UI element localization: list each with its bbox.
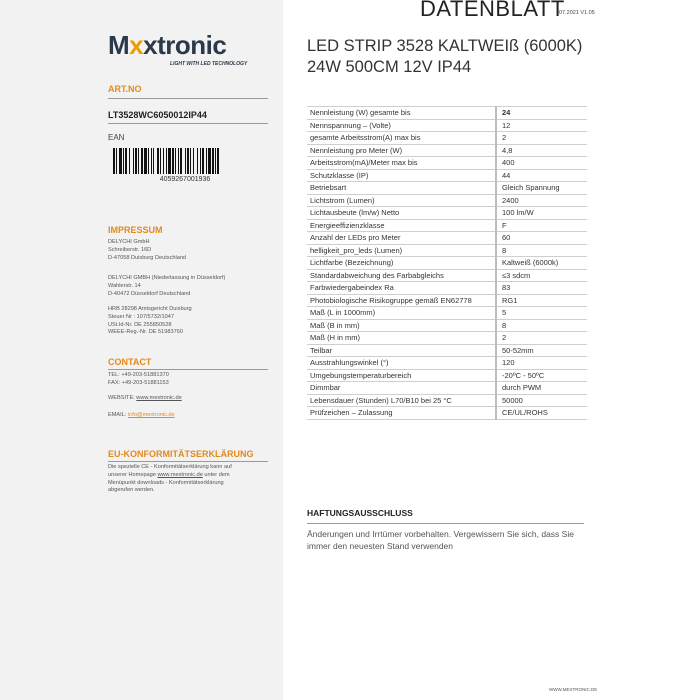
spec-label: Arbeitsstrom(mA)/Meter max bis [307,157,496,170]
spec-value: 60 [496,232,587,245]
spec-label: Nennspannung – (Volte) [307,119,496,132]
disclaimer-text: Änderungen und Irrtümer vorbehalten. Vergewissern Sie sich, dass Sie immer den neuesten Stand verwenden [307,529,574,551]
spec-row [307,132,587,145]
spec-row [307,382,587,395]
spec-value: 8 [496,319,587,332]
spec-value: 5 [496,307,587,320]
impressum-line: Wahlerstr. 14 [108,282,141,289]
website-link[interactable]: www.mextronic.de [136,395,182,401]
spec-label: helligkeit_pro_leds (Lumen) [307,244,496,257]
ean-label: EAN [108,133,125,142]
spec-row [307,394,587,407]
impressum-line: Schreiberstr. 16D [108,246,152,253]
barcode-icon [113,148,257,174]
spec-row [307,282,587,295]
company-logo [108,30,258,70]
impressum-address-1 [108,239,186,262]
spec-label: Ausstrahlungswinkel (°) [307,357,496,370]
logo-wordmark-first: M [108,30,130,60]
spec-row [307,169,587,182]
artno-heading: ART.NO [108,84,142,94]
spec-label: Maß (L in 1000mm) [307,307,496,320]
sidebar [0,0,283,700]
spec-value: F [496,219,587,232]
spec-value: 8 [496,244,587,257]
spec-value: 50000 [496,394,587,407]
impressum-line: Steuer Nr : 107/5732/1047 [108,313,174,320]
impressum-heading: IMPRESSUM [108,225,163,235]
spec-row [307,219,587,232]
spec-row [307,407,587,420]
ean-number: 4059267001936 [159,176,211,183]
eu-conformity-heading: EU-KONFORMITÄTSERKLÄRUNG [108,449,254,459]
spec-row [307,182,587,195]
spec-value: 2 [496,332,587,345]
spec-row [307,344,587,357]
eu-divider [108,461,268,462]
spec-value: 50-52mm [496,344,587,357]
logo-wordmark [108,30,226,61]
spec-label: Standardabweichung des Farbabgleichs [307,269,496,282]
impressum-line: USt.Id-Nr. DE 255850528 [108,321,172,328]
spec-label: Farbwiedergabeindex Ra [307,282,496,295]
spec-row [307,332,587,345]
spec-row [307,307,587,320]
product-title-line: LED STRIP 3528 KALTWEIß (6000K) [307,37,583,55]
impressum-line: DELYCHI GmbH [108,239,150,245]
spec-label: Lebensdauer (Stunden) L70/B10 bei 25 °C [307,394,496,407]
spec-value: ≤3 sdcm [496,269,587,282]
article-number: LT3528WC6050012IP44 [108,110,207,120]
spec-value: 4,8 [496,144,587,157]
spec-row [307,269,587,282]
spec-value: CE/UL/ROHS [496,407,587,420]
spec-row [307,319,587,332]
document-title: DATENBLATT [420,0,565,21]
logo-wordmark-rest: xtronic [143,30,227,60]
disclaimer-divider [307,523,584,524]
contact-line: FAX: +49-203-51881153 [108,379,169,386]
spec-label: Maß (B in mm) [307,319,496,332]
spec-row [307,144,587,157]
artno-bottom-divider [108,123,268,124]
spec-label: Prüfzeichen – Zulassung [307,407,496,420]
eu-line: abgerufen werden. [108,487,155,494]
spec-value: 24 [496,107,587,120]
contact-divider [108,369,268,370]
spec-value: 12 [496,119,587,132]
spec-label: Lichtstrom (Lumen) [307,194,496,207]
footer-url: WWW.MEXTRONIC.DE [549,687,598,692]
spec-row [307,357,587,370]
impressum-registry [108,306,192,337]
contact-phone-fax [108,372,169,388]
website-label: WEBSITE: [108,395,135,401]
product-title-line: 24W 500CM 12V IP44 [307,58,472,76]
spec-label: Lichtfarbe (Bezeichnung) [307,257,496,270]
spec-label: Betriebsart [307,182,496,195]
spec-value: durch PWM [496,382,587,395]
spec-label: Maß (H in mm) [307,332,496,345]
impressum-line: D-40472 Düsseldorf Deutschland [108,290,191,297]
contact-email [108,412,175,420]
impressum-line: HRB 28298 Amtsgericht Duisburg [108,306,192,312]
spec-row [307,232,587,245]
impressum-line: D-47058 Duisburg Deutschland [108,254,187,261]
artno-divider [108,98,268,99]
spec-label: Lichtausbeute (lm/w) Netto [307,207,496,220]
impressum-line: DELYCHI GMBH (Niederlassung in Düsseldorf) [108,275,226,281]
contact-heading: CONTACT [108,357,152,367]
impressum-line: WEEE-Reg.-Nr. DE 51983760 [108,329,183,336]
product-title [307,36,582,78]
spec-row [307,119,587,132]
spec-label: Nennleistung (W) gesamte bis [307,107,496,120]
logo-tagline: LIGHT WITH LED TECHNOLOGY [170,61,248,67]
eu-conformity-text [108,464,232,495]
spec-label: Anzahl der LEDs pro Meter [307,232,496,245]
spec-row [307,194,587,207]
email-link[interactable]: info@mextronic.de [127,412,175,418]
spec-value: 2 [496,132,587,145]
spec-label: Energieeffizienzklasse [307,219,496,232]
spec-value: 400 [496,157,587,170]
contact-website [108,395,182,403]
spec-label: Umgebungstemperaturbereich [307,369,496,382]
contact-line: TEL: +49-203-51881370 [108,372,169,378]
spec-row [307,257,587,270]
eu-line: Die spezielle CE - Konformitätserklärung kann auf [108,464,232,470]
spec-label: Photobiologische Risikogruppe gemäß EN62778 [307,294,496,307]
document-version: 07.2021 V1.05 [559,10,595,16]
impressum-address-2 [108,275,225,298]
spec-value: RG1 [496,294,587,307]
spec-row [307,294,587,307]
spec-label: Schutzklasse (IP) [307,169,496,182]
spec-row [307,207,587,220]
spec-value: Kaltweiß (6000k) [496,257,587,270]
spec-row [307,107,587,120]
spec-label: Dimmbar [307,382,496,395]
eu-website-link[interactable]: www.mextronic.de [157,471,203,478]
spec-row [307,369,587,382]
spec-value: 2400 [496,194,587,207]
spec-value: 44 [496,169,587,182]
spec-value: Gleich Spannung [496,182,587,195]
spec-table [307,106,587,420]
spec-value: -20ºC - 50ºC [496,369,587,382]
email-label: EMAIL: [108,412,127,418]
eu-line: Menüpunkt downloads - Konformitätserklärung [108,479,224,486]
spec-label: Teilbar [307,344,496,357]
spec-value: 83 [496,282,587,295]
disclaimer-heading: HAFTUNGSAUSSCHLUSS [307,508,413,518]
spec-row [307,244,587,257]
spec-row [307,157,587,170]
spec-value: 100 lm/W [496,207,587,220]
spec-label: Nennleistung pro Meter (W) [307,144,496,157]
spec-value: 120 [496,357,587,370]
logo-x: x [129,30,144,60]
spec-label: gesamte Arbeitsstrom(A) max bis [307,132,496,145]
eu-line: unserer Homepage www.mextronic.de unter dem [108,471,230,478]
